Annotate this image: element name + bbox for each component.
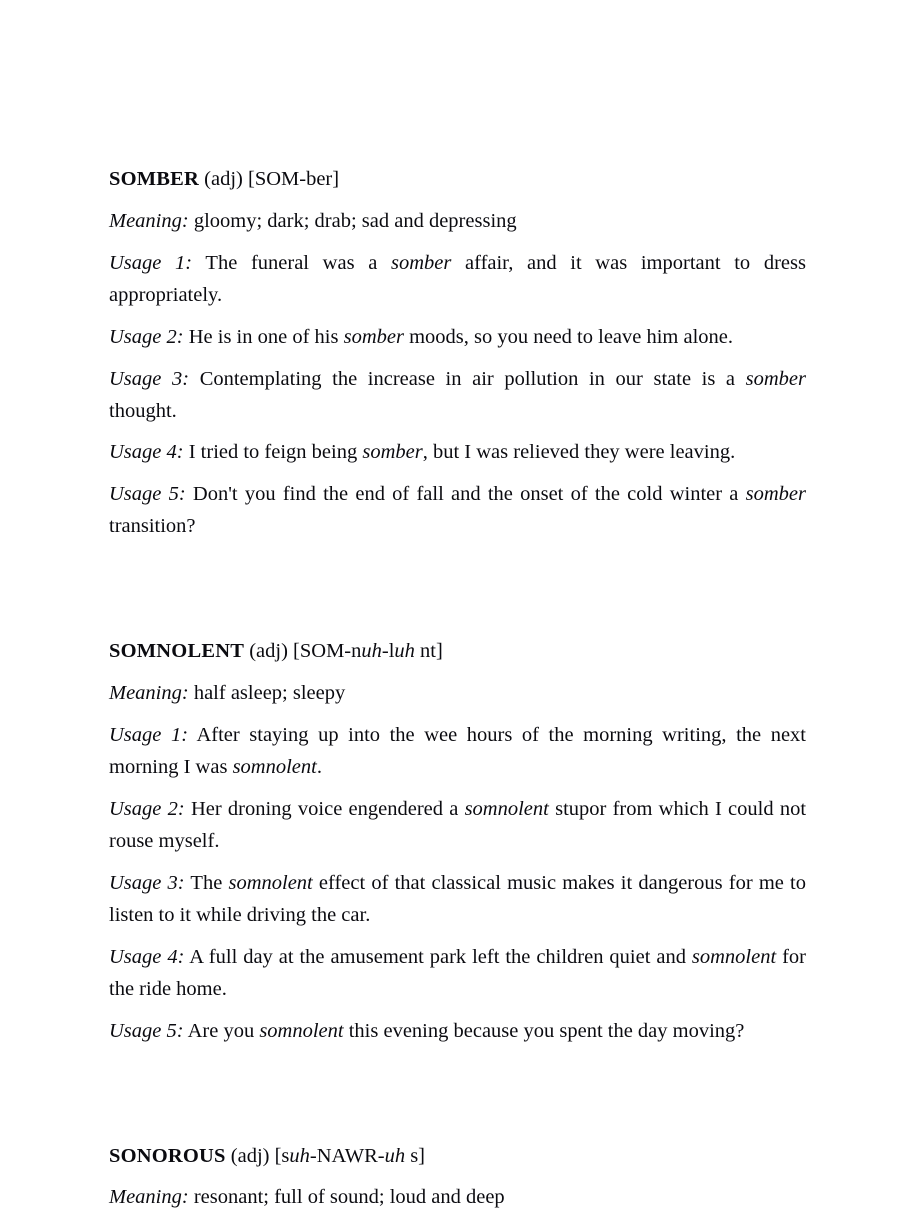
- usage-label: Usage 4:: [109, 441, 184, 464]
- usage-sentence: [109, 946, 806, 1000]
- plain-text: [s: [274, 1144, 290, 1167]
- usage-line: [109, 942, 806, 1006]
- usage-label: Usage 5:: [109, 1019, 184, 1042]
- emphasized-text: somnolent: [691, 945, 777, 968]
- usage-line: [109, 248, 806, 312]
- emphasized-text: uh: [361, 640, 382, 663]
- pronunciation: [293, 640, 443, 662]
- meaning-line: [109, 206, 806, 238]
- emphasized-text: somber: [390, 251, 452, 274]
- plain-text: , but I was relieved they were leaving.: [422, 441, 736, 464]
- usage-label: Usage 1:: [109, 251, 193, 274]
- emphasized-text: somber: [745, 367, 806, 390]
- usage-sentence: [109, 798, 806, 852]
- plain-text: A full day at the amusement park left the children quiet and: [189, 945, 692, 968]
- emphasized-text: somber: [343, 325, 404, 348]
- usage-sentence: [109, 872, 806, 926]
- meaning-text: resonant; full of sound; loud and deep: [193, 1186, 505, 1209]
- emphasized-text: uh: [289, 1144, 310, 1167]
- usage-line: [109, 720, 806, 784]
- usage-label: Usage 3:: [109, 871, 185, 894]
- usage-label: Usage 2:: [109, 797, 185, 820]
- usage-label: Usage 1:: [109, 724, 189, 747]
- plain-text: -l: [381, 640, 395, 663]
- emphasized-text: somnolent: [464, 797, 549, 820]
- plain-text: [SOM-n: [293, 640, 362, 663]
- emphasized-text: somnolent: [228, 871, 313, 894]
- usage-line: [109, 479, 806, 543]
- usage-sentence: [109, 483, 806, 537]
- plain-text: for the ride home.: [109, 945, 806, 1000]
- plain-text: affair, and it was important to dress appropriately.: [109, 251, 806, 306]
- usage-sentence: [109, 252, 806, 306]
- meaning-label: Meaning:: [109, 209, 189, 232]
- plain-text: s]: [405, 1144, 426, 1167]
- plain-text: moods, so you need to leave him alone.: [403, 325, 734, 348]
- usage-line: [109, 364, 806, 428]
- entry-heading: [109, 166, 806, 194]
- usage-line: [109, 794, 806, 858]
- headword: SONOROUS: [109, 1144, 226, 1167]
- usage-sentence: [109, 368, 806, 422]
- plain-text: [SOM-ber]: [248, 168, 340, 190]
- plain-text: He is in one of his: [188, 325, 344, 348]
- emphasized-text: somnolent: [259, 1019, 344, 1042]
- headword: SOMNOLENT: [109, 640, 245, 663]
- usage-sentence: [188, 1020, 745, 1042]
- headword: SOMBER: [109, 168, 200, 190]
- usage-label: Usage 4:: [109, 945, 185, 968]
- plain-text: this evening because you spent the day moving?: [343, 1019, 745, 1042]
- emphasized-text: uh: [384, 1144, 406, 1167]
- plain-text: effect of that classical music makes it dangerous for me to listen to it while driving the car.: [109, 871, 806, 926]
- emphasized-text: uh: [394, 640, 415, 663]
- pronunciation: [275, 1145, 425, 1167]
- meaning-line: [109, 678, 806, 710]
- dictionary-entry: [109, 166, 806, 543]
- emphasized-text: somber: [362, 441, 423, 464]
- dictionary-entry: [109, 1143, 806, 1214]
- plain-text: Her droning voice engendered a: [190, 797, 465, 820]
- plain-text: .: [316, 756, 322, 778]
- meaning-text: half asleep; sleepy: [193, 682, 346, 705]
- usage-line: [109, 322, 806, 354]
- part-of-speech: (adj): [230, 1144, 270, 1167]
- usage-line: [109, 868, 806, 932]
- meaning-label: Meaning:: [109, 1186, 189, 1209]
- emphasized-text: somber: [745, 483, 806, 506]
- part-of-speech: (adj): [249, 640, 288, 663]
- usage-sentence: [189, 441, 736, 463]
- emphasized-text: somnolent: [232, 756, 317, 778]
- usage-label: Usage 3:: [109, 367, 190, 390]
- entry-heading: [109, 638, 806, 666]
- plain-text: I tried to feign being: [188, 441, 363, 464]
- usage-line: [109, 437, 806, 469]
- plain-text: -NAWR-: [309, 1144, 385, 1167]
- plain-text: Are you: [187, 1019, 260, 1042]
- dictionary-entry: [109, 638, 806, 1047]
- plain-text: thought.: [109, 399, 177, 422]
- plain-text: stupor from which I could not rouse myself.: [109, 797, 807, 852]
- dictionary-entry-list: [109, 166, 806, 1214]
- plain-text: transition?: [109, 515, 196, 538]
- part-of-speech: (adj): [204, 168, 243, 190]
- plain-text: Contemplating the increase in air pollution in our state is a: [199, 367, 746, 390]
- meaning-line: [109, 1182, 806, 1214]
- plain-text: The: [190, 871, 229, 894]
- entry-heading: [109, 1143, 806, 1171]
- plain-text: After staying up into the wee hours of the morning writing, the next morning I was: [109, 724, 806, 778]
- plain-text: Don't you find the end of fall and the onset of the cold winter a: [192, 483, 746, 506]
- plain-text: nt]: [414, 640, 443, 663]
- usage-sentence: [109, 724, 806, 778]
- usage-label: Usage 5:: [109, 483, 186, 506]
- plain-text: The funeral was a: [205, 251, 391, 274]
- meaning-label: Meaning:: [109, 682, 189, 705]
- usage-line: [109, 1016, 806, 1048]
- meaning-text: gloomy; dark; drab; sad and depressing: [193, 209, 517, 232]
- pronunciation: [248, 168, 339, 190]
- usage-label: Usage 2:: [109, 325, 184, 348]
- usage-sentence: [189, 326, 733, 348]
